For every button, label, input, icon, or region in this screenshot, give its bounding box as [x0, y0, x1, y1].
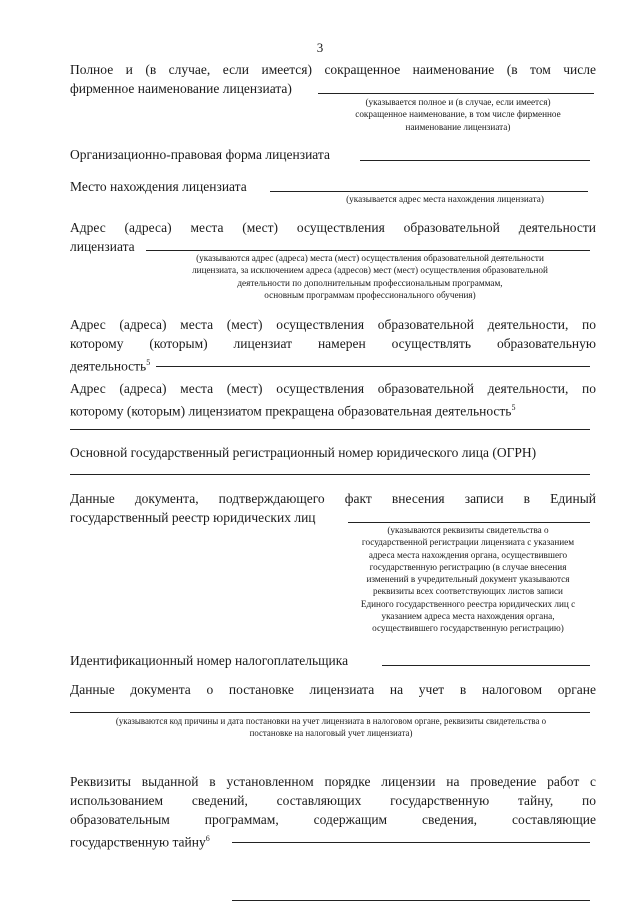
edu-address-hint: (указываются адрес (адреса) места (мест) осуществления образовательной деятельности лицензиата, за исключением адреса (адресов) мест (мест) осуществления образовательной деятельности по дополнительным профессиональным программам, основным программам профессионального обучения) — [192, 253, 548, 300]
inn-field[interactable] — [382, 665, 590, 666]
full-name-label: Полное и (в случае, если имеется) сокращенное наименование (в том числе фирменное наименование лицензиата) — [70, 62, 596, 96]
edu-address-field[interactable] — [146, 250, 590, 251]
secret-field[interactable] — [232, 842, 590, 843]
stopped-address-field[interactable] — [70, 429, 590, 430]
tax-label: Данные документа о постановке лицензиата на учет в налоговом органе — [70, 682, 596, 697]
footnote-mark: 6 — [205, 834, 210, 843]
ogrn-field[interactable] — [70, 474, 590, 475]
secret-field-continuation[interactable] — [232, 900, 590, 901]
location-hint: (указывается адрес места нахождения лицензиата) — [346, 194, 544, 204]
location-field[interactable] — [270, 191, 588, 192]
org-form-field[interactable] — [360, 160, 590, 161]
intended-address-field[interactable] — [156, 366, 590, 367]
full-name-field[interactable] — [318, 93, 594, 94]
tax-field[interactable] — [70, 712, 590, 713]
tax-hint: (указываются код причины и дата постановки на учет лицензиата в налоговом органе, реквизиты свидетельства о постановке на налоговый учет лицензиата) — [115, 716, 547, 739]
full-name-hint: (указывается полное и (в случае, если имеется) сокращенное наименование, в том числе фирменное наименование лицензиата) — [355, 97, 561, 132]
egrul-field[interactable] — [348, 522, 590, 523]
inn-label: Идентификационный номер налогоплательщика — [70, 653, 349, 668]
intended-address-label: Адрес (адреса) места (мест) осуществления образовательной деятельности, по которому (которым) лицензиат намерен осуществлять образовательную деятельность$^5$ — [70, 317, 596, 374]
ogrn-label: Основной государственный регистрационный номер юридического лица (ОГРН) — [70, 445, 537, 460]
org-form-label: Организационно-правовая форма лицензиата — [70, 147, 330, 162]
egrul-hint: (указываются реквизиты свидетельства о государственной регистрации лицензиата с указанием адреса места нахождения органа, осуществившего государственную регистрацию (в случае внесения изменений в учредительный документ указываются реквизиты всех соответствующих листов записи Единого государственного реестра юридических лиц с указанием адреса места нахождения органа, осуществившего государственную регистрацию) — [360, 525, 576, 634]
stopped-address-label: Адрес (адреса) места (мест) осуществления образовательной деятельности, по которому (которым) лицензиатом прекращена образовательная деятельность$^5$ — [70, 381, 596, 419]
footnote-mark: 5 — [511, 403, 516, 412]
page-number: 3 — [316, 40, 324, 55]
edu-address-label: Адрес (адреса) места (мест) осуществления образовательной деятельности лицензиата — [70, 220, 596, 254]
egrul-label: Данные документа, подтверждающего факт внесения записи в Единый государственный реестр юридических лиц — [70, 491, 596, 525]
secret-label: Реквизиты выданной в установленном порядке лицензии на проведение работ с использованием сведений, составляющих государственную тайну, по образовательным программам, содержащим сведения, составляющие государственную тайну$^6$ — [70, 774, 596, 850]
footnote-mark: 5 — [146, 358, 151, 367]
location-label: Место нахождения лицензиата — [70, 179, 247, 194]
